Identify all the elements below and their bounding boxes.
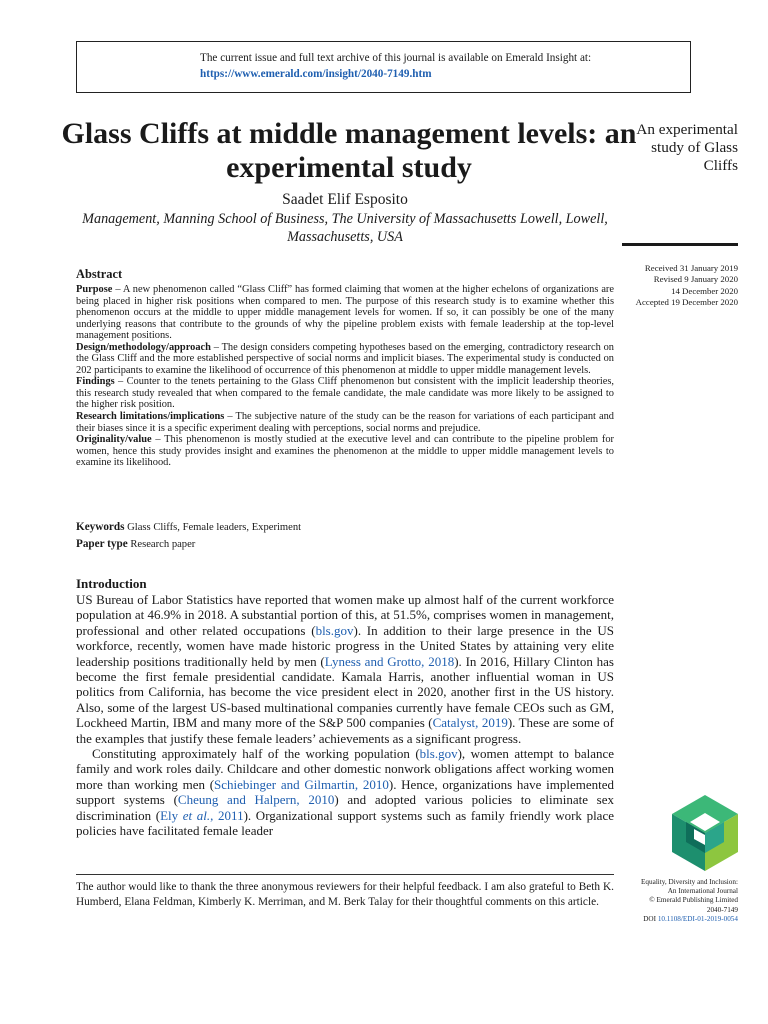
article-title: Glass Cliffs at middle management levels: an experimental study	[61, 117, 637, 184]
doi-link[interactable]: 10.1108/EDI-01-2019-0054	[657, 914, 738, 923]
journal-issn: 2040-7149	[706, 905, 738, 914]
archive-url-link[interactable]: https://www.emerald.com/insight/2040-7149.htm	[200, 68, 432, 80]
intro-paragraph-1: US Bureau of Labor Statistics have reported that women make up almost half of the current workforce population at 46.9% in 2018. A substantial portion of this, at 51.5%, comprises women in management, professional and other related occupations (bls.gov). In addition to their large presence in the US workforce, recently, women have made historic progress in the United States by attaining very elite leadership positions traditionally held by men (Lyness and Grotto, 2018). In 2016, Hillary Clinton has become the first female presidential candidate. Kamala Harris, another influential woman in US politics from California, has become the vice president elect in 2020, another first in the US history. Also, some of the largest US-based multinational companies currently have female CEOs such as GM, Lockheed Martin, IBM and many more of the S&P 500 companies (Catalyst, 2019). These are some of the examples that justify these female leaders’ achievements as a significant progress.	[76, 592, 615, 746]
author-name: Saadet Elif Esposito	[282, 191, 408, 208]
abstract-body	[76, 284, 614, 469]
date-revised: Revised 9 January 2020	[653, 274, 738, 285]
doi-line: DOI 10.1108/EDI-01-2019-0054	[643, 914, 738, 923]
journal-info	[600, 878, 738, 924]
introduction-heading: Introduction	[76, 576, 147, 591]
author-affiliation: Management, Manning School of Business, The University of Massachusetts Lowell, Lowell, Massachusetts, USA	[82, 211, 608, 245]
abstract-originality: Originality/value – This phenomenon is mostly studied at the executive level and can contribute to the pipeline problem for women, hence this study provides insight and examines the phenomenon at the middle to upper middle management levels to examine its likelihood.	[76, 434, 614, 469]
keywords: Keywords Glass Cliffs, Female leaders, Experiment	[76, 521, 302, 533]
intro-paragraph-2: Constituting approximately half of the working population (bls.gov), women attempt to balance family and work roles daily. Childcare and other domestic nonwork obligations affect working women more than working men (Schiebinger and Gilmartin, 2010). Hence, organizations have implemented support systems (Cheung and Halpern, 2010) and adopted various policies to eliminate sex discrimination (Ely et al., 2011). Organizational support systems such as family friendly work place policies have facilitated female leader	[76, 746, 615, 839]
date-received: Received 31 January 2019	[644, 263, 738, 273]
abstract-purpose: Purpose – A new phenomenon called “Glass Cliff” has formed claiming that women at the higher echelons of organizations are being placed in higher risk positions when compared to men. The purpose of this research study is to examine whether this phenomenon occurs at the middle to upper middle management levels for women. If so, it can possibly be one of the many underlying reasons that contribute to the grounds of why the pipeline problem exists with female leadership at the top-level management positions.	[76, 284, 614, 342]
abstract-heading: Abstract	[76, 267, 123, 281]
journal-name-line-2: An International Journal	[667, 887, 738, 896]
introduction-body	[76, 592, 614, 839]
citation-link[interactable]: Lyness and Grotto, 2018	[324, 653, 455, 669]
date-accepted: Accepted 19 December 2020	[635, 296, 738, 307]
citation-link[interactable]: Ely et al., 2011	[160, 807, 244, 823]
citation-link[interactable]: bls.gov	[419, 746, 458, 762]
abstract-design: Design/methodology/approach – The design considers competing hypotheses based on the emerging, contradictory research on the Glass Cliff and the more established perspective of social norms and implicit biases. The experimental study is conducted on 202 participants to examine the likelihood of occurrence of this phenomenon at middle to upper middle management levels.	[76, 341, 614, 376]
archive-notice-box	[76, 41, 691, 93]
citation-link[interactable]: Cheung and Halpern, 2010	[177, 792, 335, 808]
abstract-findings: Findings – Counter to the tenets pertaining to the Glass Cliff phenomenon but consistent with the implicit leadership theories, this research study revealed that when compared to the female candidate, the male candidate was more likely to be assigned to the higher risk position.	[76, 376, 614, 411]
citation-link[interactable]: bls.gov	[315, 622, 354, 638]
sidebar-divider	[622, 243, 738, 246]
running-title: An experimental study of Glass Cliffs	[636, 121, 738, 174]
article-dates	[610, 263, 738, 308]
archive-notice-text: The current issue and full text archive of this journal is available on Emerald Insight at:	[200, 52, 592, 64]
acknowledgement-footnote: The author would like to thank the three anonymous reviewers for their helpful feedback. I am also grateful to Beth K. Humberd, Elana Feldman, Kimberly K. Merriman, and M. Berk Talay for their thoughtful comments on this article.	[76, 881, 614, 908]
emerald-publishing-logo-icon	[672, 795, 738, 871]
citation-link[interactable]: Catalyst, 2019	[432, 715, 508, 731]
abstract-limitations: Research limitations/implications – The subjective nature of the study can be the reason for variations of each participant and their biases since it is a specific experiment dealing with perceptions, social norms and prejudice.	[76, 411, 614, 434]
paper-type: Paper type Research paper	[76, 538, 196, 550]
citation-link[interactable]: Schiebinger and Gilmartin, 2010	[214, 776, 389, 792]
footnote-divider	[76, 874, 614, 875]
date-revised-2: 14 December 2020	[671, 285, 738, 296]
journal-name-line-1: Equality, Diversity and Inclusion:	[641, 878, 738, 886]
publisher-copyright: © Emerald Publishing Limited	[649, 896, 738, 905]
